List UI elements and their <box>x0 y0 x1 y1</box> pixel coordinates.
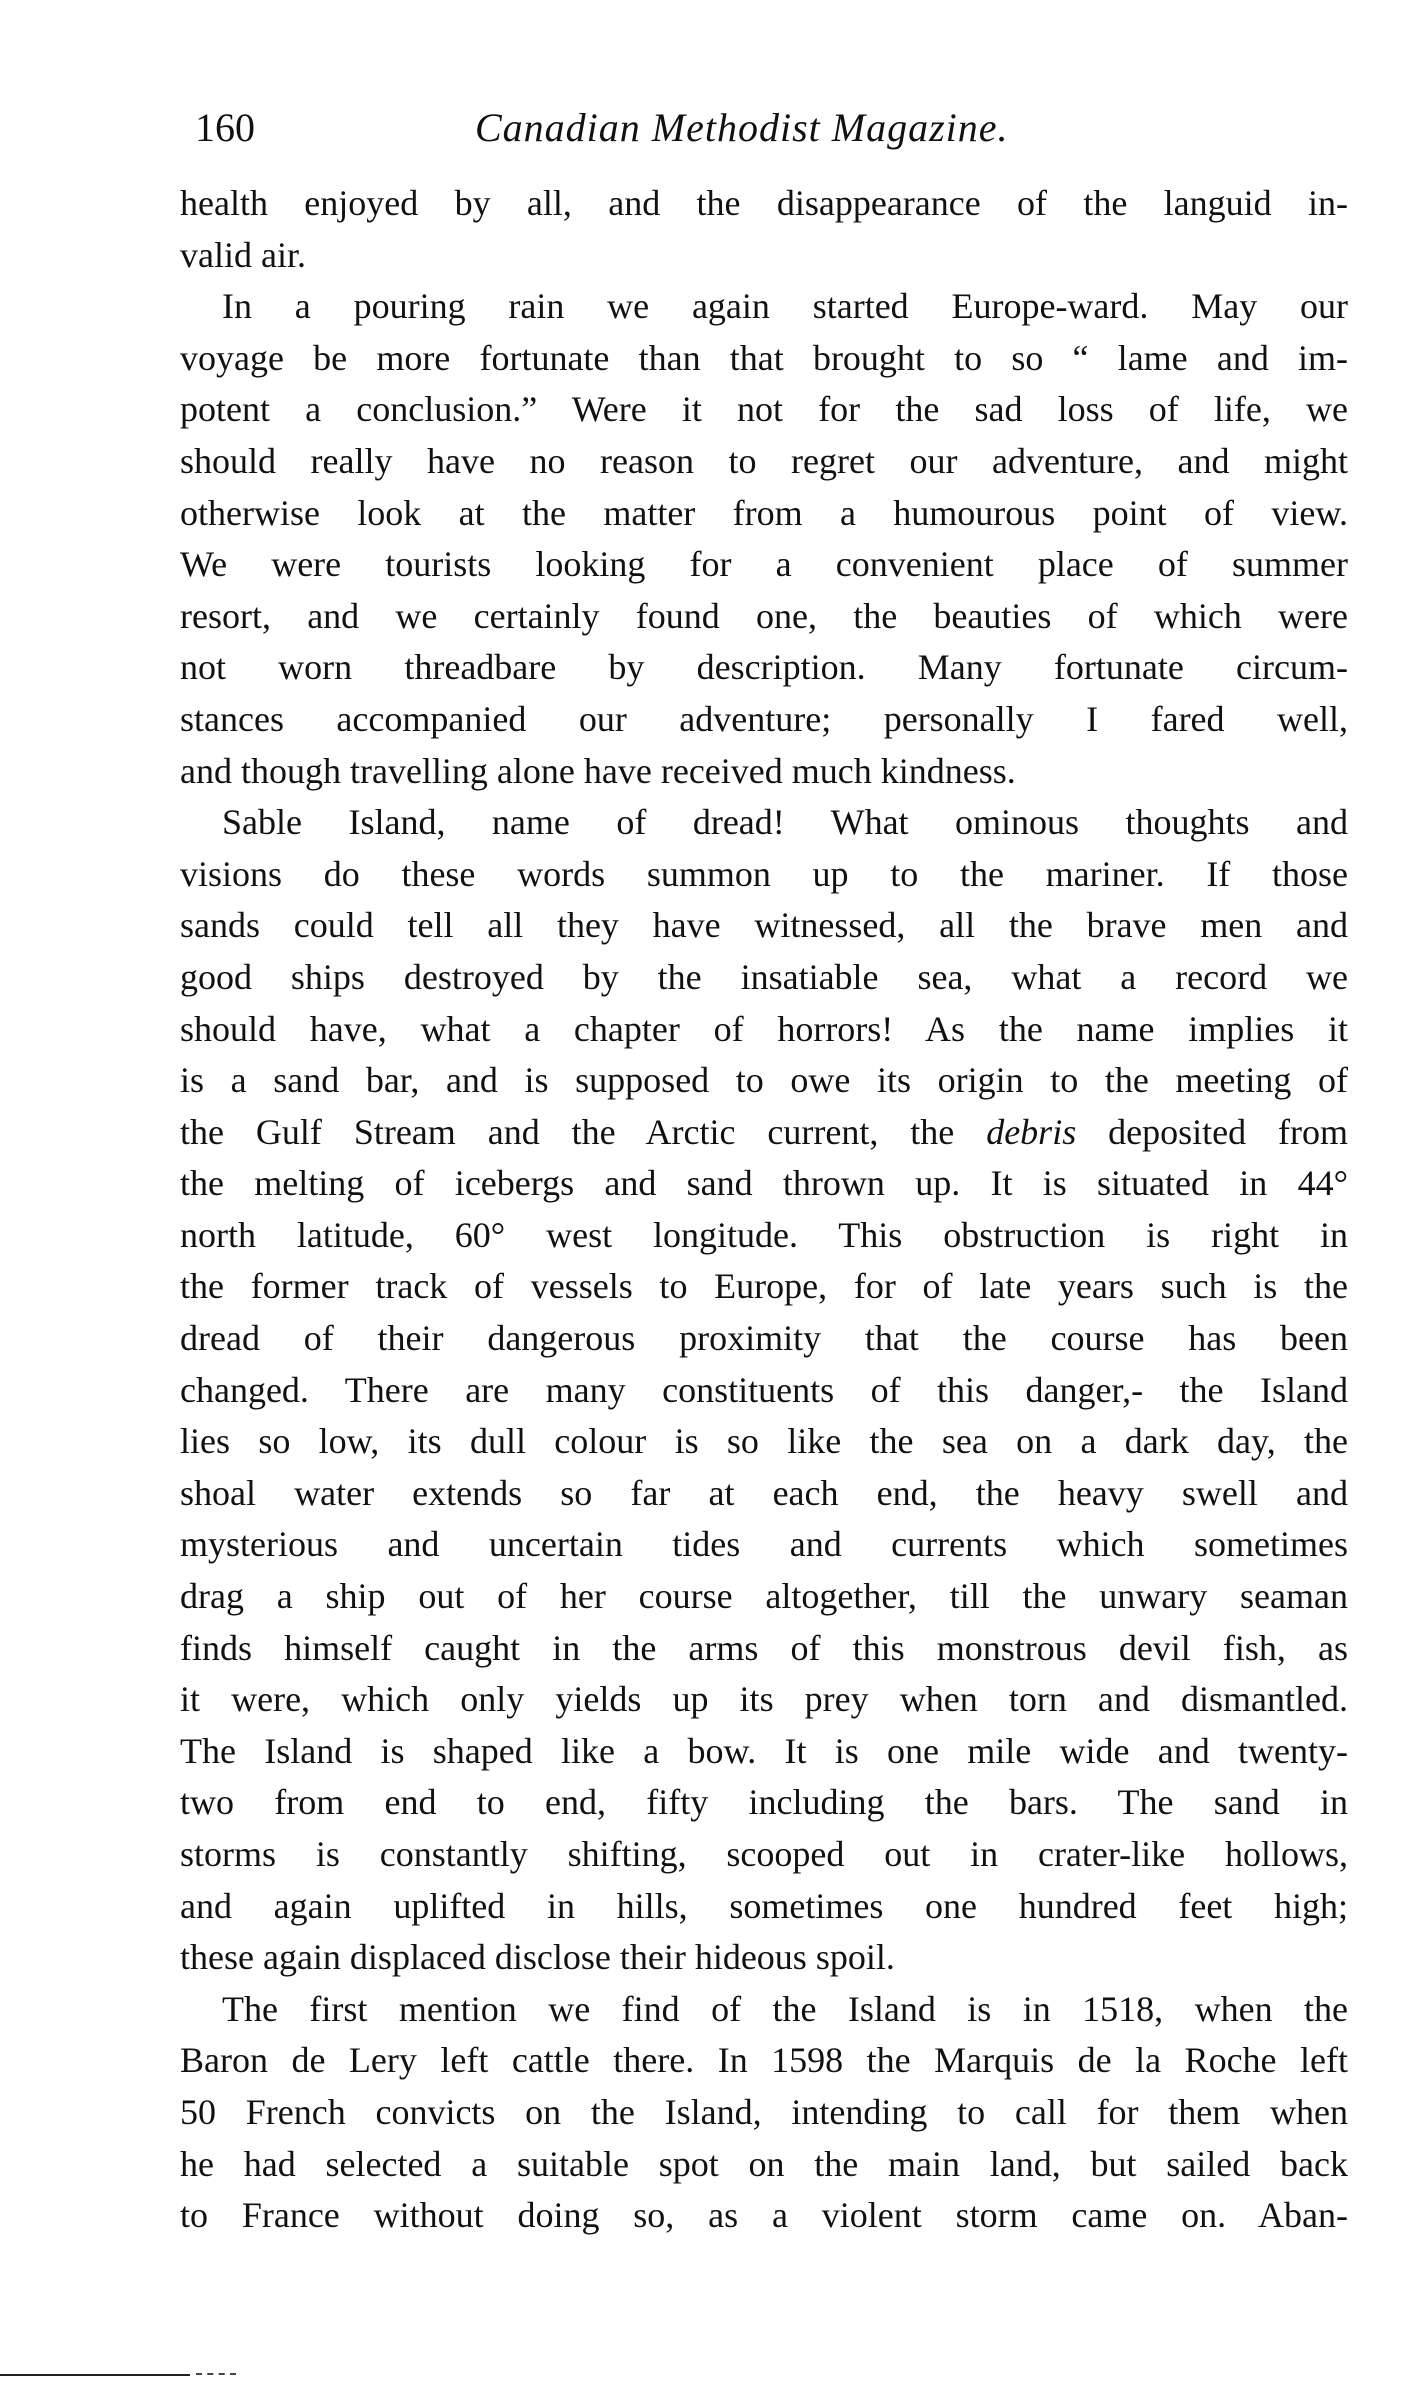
text-line: changed. There are many constituents of this danger,- the Island <box>180 1369 1348 1410</box>
text-line: he had selected a suitable spot on the main land, but sailed back <box>180 2143 1348 2184</box>
text-line: Baron de Lery left cattle there. In 1598 the Marquis de la Roche left <box>180 2040 1348 2081</box>
text-line: two from end to end, fifty including the bars. The sand in <box>180 1782 1348 1823</box>
footer-dash-marks <box>196 2373 236 2379</box>
text-run: deposited from <box>1076 1111 1349 1152</box>
text-line: lies so low, its dull colour is so like the sea on a dark day, the <box>180 1421 1348 1462</box>
text-line: potent a conclusion.” Were it not for the sad loss of life, we <box>180 389 1348 430</box>
text-line: it were, which only yields up its prey when torn and dismantled. <box>180 1679 1348 1720</box>
text-line: 50 French convicts on the Island, intending to call for them when <box>180 2091 1348 2132</box>
text-line: drag a ship out of her course altogether, till the unwary seaman <box>180 1576 1348 1617</box>
text-line: dread of their dangerous proximity that the course has been <box>180 1318 1348 1359</box>
text-line: otherwise look at the matter from a humourous point of view. <box>180 492 1348 533</box>
page-number: 160 <box>195 105 255 150</box>
text-line: north latitude, 60° west longitude. This obstruction is right in <box>180 1214 1348 1255</box>
text-line: these again displaced disclose their hideous spoil. <box>180 1937 895 1978</box>
paragraph-4 <box>180 1984 1348 2242</box>
text-line: The Island is shaped like a bow. It is one mile wide and twenty- <box>180 1730 1348 1771</box>
text-line: and though travelling alone have received much kindness. <box>180 750 1016 791</box>
paragraph-3 <box>180 797 1348 1984</box>
text-line: mysterious and uncertain tides and currents which sometimes <box>180 1524 1348 1565</box>
text-line: good ships destroyed by the insatiable sea, what a record we <box>180 956 1348 997</box>
text-line: should have, what a chapter of horrors! As the name implies it <box>180 1008 1348 1049</box>
text-line: storms is constantly shifting, scooped out in crater-like hollows, <box>180 1834 1348 1874</box>
footer-rule <box>0 2374 190 2376</box>
text-line: sands could tell all they have witnessed, all the brave men and <box>180 905 1348 946</box>
text-line: resort, and we certainly found one, the beauties of which were <box>180 595 1348 636</box>
text-line-mixed <box>180 1107 1348 1159</box>
text-line: visions do these words summon up to the mariner. If those <box>180 853 1348 894</box>
text-line: and again uplifted in hills, sometimes one hundred feet high; <box>180 1885 1348 1926</box>
italic-word: debris <box>986 1111 1077 1152</box>
text-line: shoal water extends so far at each end, the heavy swell and <box>180 1472 1348 1513</box>
article-body <box>180 178 1348 2242</box>
running-head <box>195 98 1345 158</box>
text-line: We were tourists looking for a convenient place of summer <box>180 544 1348 585</box>
paragraph-2 <box>180 281 1348 797</box>
text-line: should really have no reason to regret our adventure, and might <box>180 440 1348 481</box>
text-line: health enjoyed by all, and the disappearance of the languid in- <box>180 183 1348 223</box>
text-line: is a sand bar, and is supposed to owe its origin to the meeting of <box>180 1060 1348 1101</box>
paragraph-1 <box>180 178 1348 281</box>
text-line: not worn threadbare by description. Many fortunate circum- <box>180 647 1348 688</box>
text-line: the former track of vessels to Europe, for of late years such is the <box>180 1266 1348 1307</box>
text-line: In a pouring rain we again started Europe-ward. May our <box>222 286 1348 327</box>
text-line: valid air. <box>180 234 306 275</box>
text-line: The first mention we find of the Island is in 1518, when the <box>222 1988 1348 2029</box>
text-line: voyage be more fortunate than that brought to so “ lame and im- <box>180 337 1348 378</box>
text-run: the Gulf Stream and the Arctic current, the <box>180 1111 955 1152</box>
text-line: the melting of icebergs and sand thrown up. It is situated in 44° <box>180 1163 1348 1204</box>
text-line: to France without doing so, as a violent storm came on. Aban- <box>180 2195 1348 2236</box>
text-line: stances accompanied our adventure; personally I fared well, <box>180 698 1348 739</box>
text-line: finds himself caught in the arms of this monstrous devil fish, as <box>180 1627 1348 1668</box>
running-title: Canadian Methodist Magazine. <box>475 105 1009 150</box>
text-line: Sable Island, name of dread! What ominous thoughts and <box>222 802 1348 843</box>
